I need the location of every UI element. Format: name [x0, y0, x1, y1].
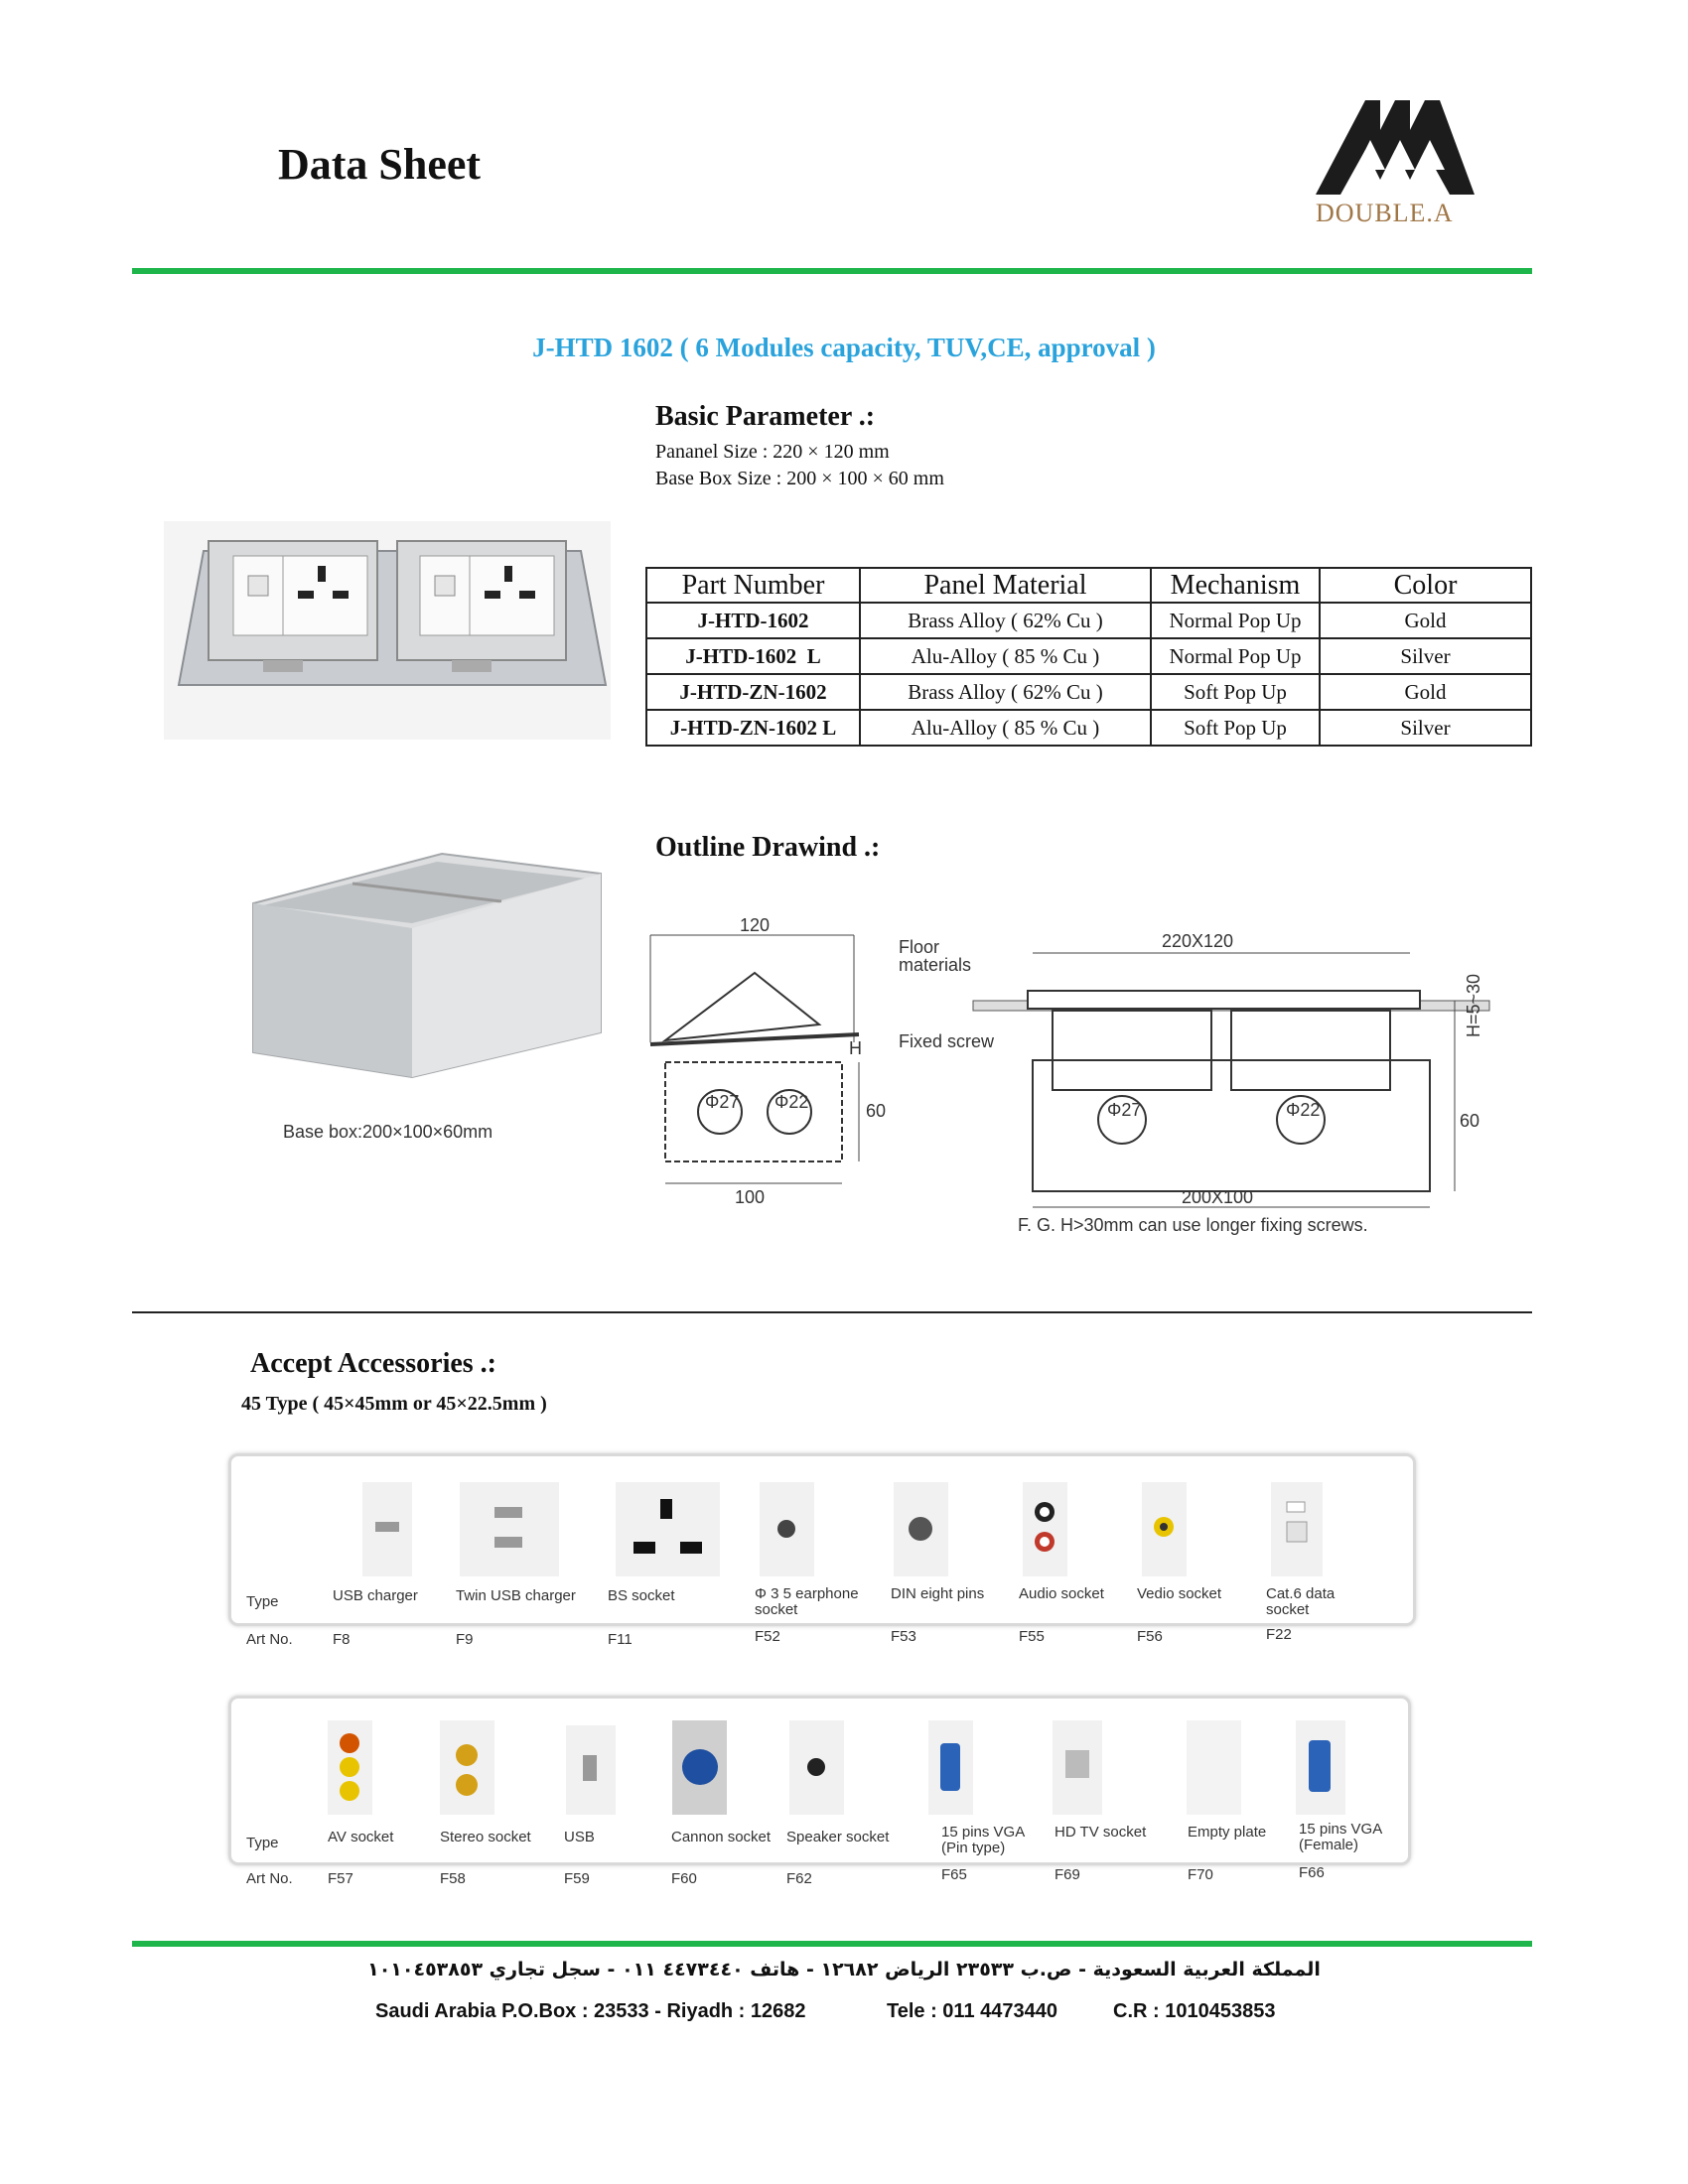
color-cell: Silver [1320, 638, 1531, 674]
floor-box-photo [164, 521, 611, 740]
col-color: Color [1320, 568, 1531, 603]
panel-size-line: Pananel Size : 220 × 120 mm [655, 441, 890, 463]
accessory-name-bs-socket: BS socket [608, 1587, 675, 1604]
accessory-name-audio: Audio socket [1019, 1585, 1104, 1602]
part-number-cell: J-HTD-ZN-1602 L [646, 710, 860, 746]
color-cell: Silver [1320, 710, 1531, 746]
accessory-art-bs-socket: F11 [608, 1631, 633, 1648]
footer-cr: C.R : 1010453853 [1113, 2000, 1276, 2022]
outline-drawing [645, 913, 1539, 1251]
dim-h530-label: H=5~30 [1464, 973, 1483, 1037]
basic-parameter-heading: Basic Parameter .: [655, 401, 876, 432]
table-row [646, 710, 1531, 746]
dim-h-label: H [849, 1038, 862, 1058]
mechanism-cell: Soft Pop Up [1151, 674, 1320, 710]
accessory-name-av: AV socket [328, 1829, 394, 1845]
accessory-art-vga-female: F66 [1299, 1864, 1325, 1881]
color-cell: Gold [1320, 674, 1531, 710]
accessory-name-din: DIN eight pins [891, 1585, 985, 1602]
accessory-art-earphone: F52 [755, 1628, 780, 1645]
dim-60-label: 60 [866, 1101, 887, 1121]
dia-22-front-label: Φ22 [1286, 1100, 1321, 1120]
accessory-art-usb-charger: F8 [333, 1631, 351, 1648]
dia-22-label: Φ22 [774, 1092, 809, 1112]
material-cell: Brass Alloy ( 62% Cu ) [860, 674, 1151, 710]
accessories-heading: Accept Accessories .: [250, 1348, 497, 1379]
fixed-screw-label: Fixed screw [899, 1031, 995, 1051]
art-label-2: Art No. [246, 1870, 293, 1887]
table-row [646, 674, 1531, 710]
accessory-art-usb: F59 [564, 1870, 590, 1887]
accessory-art-speaker: F62 [786, 1870, 812, 1887]
table-row [646, 638, 1531, 674]
art-label-1: Art No. [246, 1631, 293, 1648]
page-title: Data Sheet [278, 140, 482, 189]
accessory-name-earphone: Φ 3 5 earphone socket [755, 1585, 859, 1618]
spec-table-header-row [646, 568, 1531, 603]
accessory-art-video: F56 [1137, 1628, 1163, 1645]
base-box-photo [243, 844, 611, 1082]
accessory-name-cat6: Cat.6 data socket [1266, 1585, 1336, 1618]
footer-tele: Tele : 011 4473440 [887, 2000, 1057, 2022]
accessory-art-hdtv: F69 [1055, 1866, 1080, 1883]
product-title: J-HTD 1602 ( 6 Modules capacity, TUV,CE, approval ) [532, 333, 1156, 362]
base-box-caption: Base box:200×100×60mm [283, 1122, 493, 1142]
accessory-row-1-icons [357, 1477, 1350, 1581]
dim-220-label: 220X120 [1162, 931, 1234, 951]
accessory-name-video: Vedio socket [1137, 1585, 1222, 1602]
accessory-name-hdtv: HD TV socket [1055, 1824, 1147, 1841]
accessory-name-vga-female: 15 pins VGA (Female) [1299, 1821, 1382, 1853]
footer-address: Saudi Arabia P.O.Box : 23533 - Riyadh : 12682 [375, 2000, 806, 2022]
outline-drawing-heading: Outline Drawind .: [655, 832, 881, 863]
color-cell: Gold [1320, 603, 1531, 638]
accessory-name-stereo: Stereo socket [440, 1829, 531, 1845]
accessory-art-stereo: F58 [440, 1870, 466, 1887]
dim-100-label: 100 [735, 1187, 766, 1207]
accessory-name-cannon: Cannon socket [671, 1829, 772, 1845]
type-label-2: Type [246, 1835, 279, 1851]
base-box-size-line: Base Box Size : 200 × 100 × 60 mm [655, 468, 944, 489]
accessory-name-vga-pin: 15 pins VGA (Pin type) [941, 1824, 1025, 1856]
materials-label: materials [899, 955, 972, 975]
accessory-name-twin-usb: Twin USB charger [456, 1587, 576, 1604]
mechanism-cell: Normal Pop Up [1151, 603, 1320, 638]
logo-text: DOUBLE.A [1316, 199, 1454, 227]
accessories-subheading: 45 Type ( 45×45mm or 45×22.5mm ) [241, 1393, 547, 1415]
accessory-art-cat6: F22 [1266, 1626, 1292, 1643]
dim-60-front-label: 60 [1460, 1111, 1480, 1131]
part-number-cell: J-HTD-1602 L [646, 638, 860, 674]
mechanism-cell: Normal Pop Up [1151, 638, 1320, 674]
mechanism-cell: Soft Pop Up [1151, 710, 1320, 746]
material-cell: Alu-Alloy ( 85 % Cu ) [860, 638, 1151, 674]
part-number-cell: J-HTD-1602 [646, 603, 860, 638]
accessory-art-audio: F55 [1019, 1628, 1045, 1645]
accessory-art-twin-usb: F9 [456, 1631, 474, 1648]
accessory-art-av: F57 [328, 1870, 353, 1887]
dim-200-label: 200X100 [1182, 1187, 1254, 1207]
col-panel-material: Panel Material [860, 568, 1151, 603]
header-divider [132, 268, 1532, 274]
spec-table [645, 567, 1532, 747]
col-part-number: Part Number [646, 568, 860, 603]
accessory-name-empty: Empty plate [1188, 1824, 1267, 1841]
section-divider [132, 1311, 1532, 1313]
footer-divider [132, 1941, 1532, 1947]
accessory-name-usb-charger: USB charger [333, 1587, 418, 1604]
floor-label: Floor [899, 937, 940, 957]
accessory-art-empty: F70 [1188, 1866, 1213, 1883]
col-mechanism: Mechanism [1151, 568, 1320, 603]
table-row [646, 603, 1531, 638]
accessory-name-speaker: Speaker socket [786, 1829, 890, 1845]
accessory-art-cannon: F60 [671, 1870, 697, 1887]
accessory-art-din: F53 [891, 1628, 916, 1645]
accessory-art-vga-pin: F65 [941, 1866, 967, 1883]
dia-27-label: Φ27 [705, 1092, 740, 1112]
dia-27-front-label: Φ27 [1107, 1100, 1142, 1120]
type-label-1: Type [246, 1593, 279, 1610]
footer-arabic-address: المملكة العربية السعودية - ص.ب ٢٣٥٣٣ الرياض ١٢٦٨٢ - هاتف ٤٤٧٣٤٤٠ ٠١١ - سجل تجاري ١٠١٠٤٥٣٨٥٣ [367, 1959, 1321, 1980]
material-cell: Alu-Alloy ( 85 % Cu ) [860, 710, 1151, 746]
material-cell: Brass Alloy ( 62% Cu ) [860, 603, 1151, 638]
note-label: F. G. H>30mm can use longer fixing screws. [1018, 1215, 1368, 1235]
part-number-cell: J-HTD-ZN-1602 [646, 674, 860, 710]
dim-120-label: 120 [740, 915, 771, 935]
accessory-row-2-icons [323, 1715, 1395, 1820]
accessory-name-usb: USB [564, 1829, 595, 1845]
